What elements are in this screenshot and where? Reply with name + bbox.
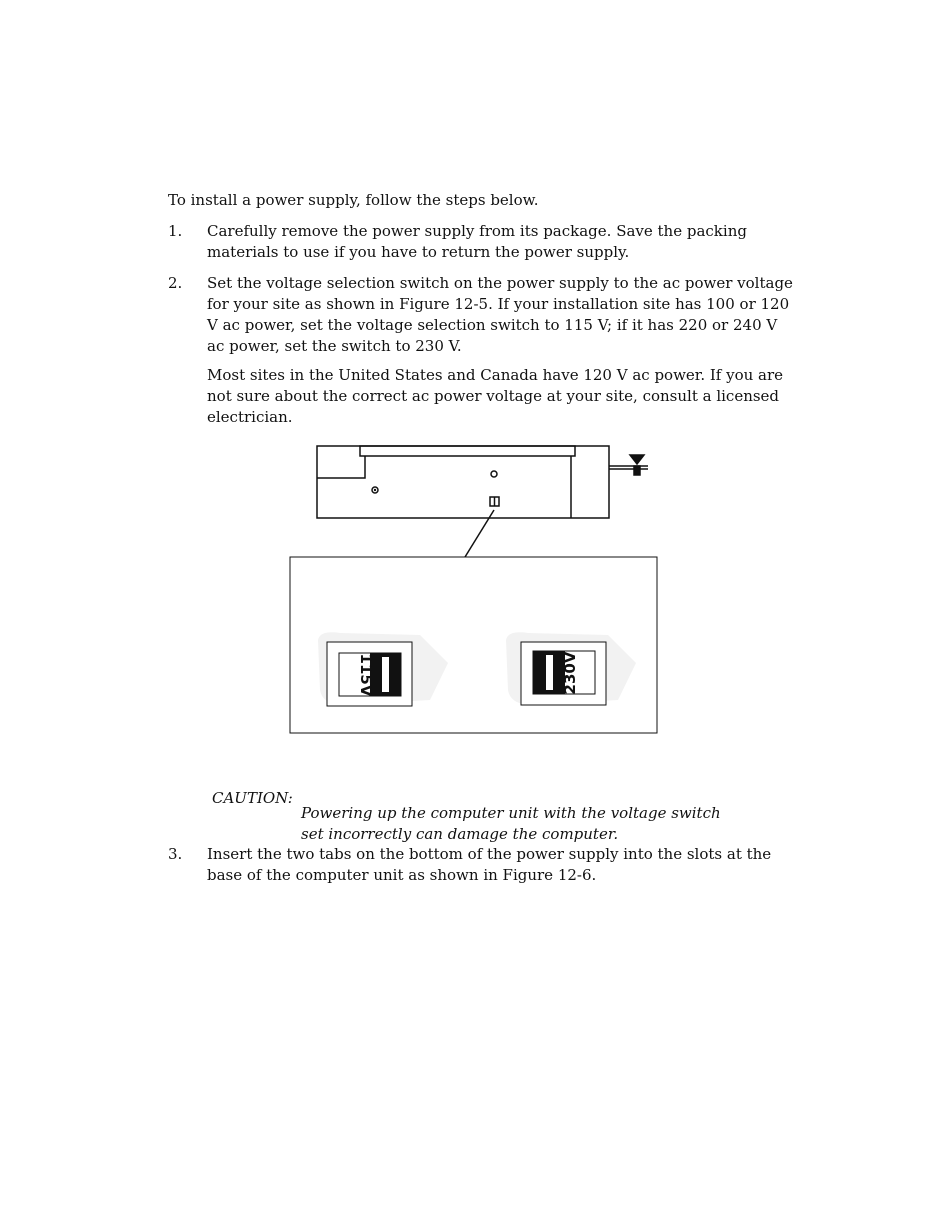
step-2-note: Most sites in the United States and Canada have 120 V ac power. If you are not sure about the correct ac power voltage at your site, consult a licensed electrician. (207, 366, 784, 426)
power-supply-drawing (317, 446, 648, 557)
switch-lever-right (546, 655, 553, 690)
caution-label: CAUTION: (212, 789, 293, 807)
switch-label-115v: 115V (357, 653, 375, 697)
connector-head-icon (630, 455, 644, 464)
step-2-text: Set the voltage selection switch on the power supply to the ac power voltage for your site as shown in Figure 12-5. If your installation site has 100 or 120 V ac power, set the voltage selection switch to 115 V; if it has 220 or 240 V ac power, set the switch to 230 V. (207, 274, 793, 355)
step-1-text: Carefully remove the power supply from its package. Save the packing materials to use if you have to return the power supply. (207, 222, 747, 261)
step-1-number: 1. (168, 222, 183, 240)
switch-label-230v: 230V (561, 651, 579, 695)
switch-230v (506, 632, 636, 705)
switch-115v (318, 632, 448, 706)
leader-line (465, 510, 494, 557)
voltage-switch-figure (280, 435, 680, 745)
connector-body (634, 466, 640, 475)
switch-lever-left (382, 657, 389, 692)
power-supply-top-rail (360, 446, 575, 456)
intro-paragraph: To install a power supply, follow the steps below. (168, 191, 539, 209)
step-3-number: 3. (168, 845, 183, 863)
screw-center (374, 489, 376, 491)
step-3-text: Insert the two tabs on the bottom of the power supply into the slots at the base of the computer unit as shown in Figure 12-6. (207, 845, 772, 884)
caution-text: Powering up the computer unit with the voltage switch set incorrectly can damage the computer. (301, 804, 721, 843)
power-supply-body (317, 446, 609, 518)
step-2-number: 2. (168, 274, 183, 292)
indicator-hole (491, 471, 497, 477)
power-supply-left-panel (317, 456, 365, 478)
